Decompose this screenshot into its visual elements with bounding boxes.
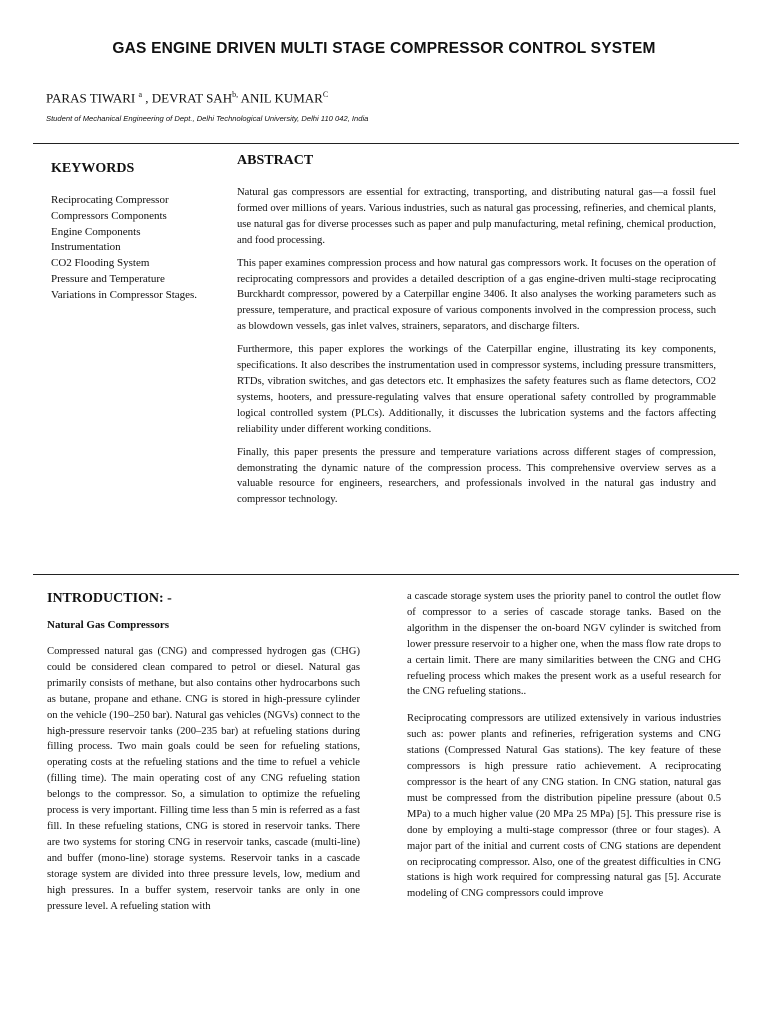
abstract-body [237,185,716,515]
author-1-affil-mark: a [138,90,143,99]
author-2-affil-mark: b, [232,90,239,99]
author-1: PARAS TIWARI [46,90,136,106]
header-divider [33,143,739,144]
author-3-affil-mark: C [322,90,329,99]
introduction-heading: INTRODUCTION: - [47,591,172,606]
paper-title: GAS ENGINE DRIVEN MULTI STAGE COMPRESSOR CONTROL SYSTEM [112,40,656,57]
keywords-list [51,193,197,304]
keyword-item: Instrumentation [51,241,121,254]
subsection-heading: Natural Gas Compressors [47,619,170,631]
author-3: ANIL KUMAR [238,90,323,106]
section-divider [33,574,739,575]
keyword-item: Pressure and Temperature [51,272,165,285]
affiliation: Student of Mechanical Engineering of Dept., Delhi Technological University, Delhi 110 042, India [46,114,369,123]
author-separator: , [142,90,152,106]
keyword-item: CO2 Flooding System [51,257,150,270]
author-line [46,90,328,106]
body-paragraph: Compressed natural gas (CNG) and compressed hydrogen gas (CHG) could be considered clean compared to petrol or diesel. Natural gas primarily consists of methane, but also contains other hydrocarbons such as butane, propane and ethane. CNG is stored in high-pressure cylinder on the vehicle (190–250 bar). Natural gas vehicles (NGVs) connect to the high-pressure reservoir tanks (200–235 bar) at refueling stations during filling process. Two main goals could be seen for refueling stations, operating costs at the refueling stations and the time to refuel a vehicle (filling time). The main operating cost of any CNG refueling station belongs to the compressor. So, a simulation to optimize the refueling process is very important. Filling time less than 5 min is referred as a fast fill. In these refueling stations, CNG is stored in reservoir tanks. There are two systems for storing CNG in reservoir tanks, cascade (multi-line) and buffer (mono-line) storage systems. Reservoir tanks in a cascade storage system are divided into three pressure levels, low, medium and high pressures. In a buffer system, reservoir tanks are only in one pressure level. A refueling station with [47,646,360,912]
keyword-item: Variations in Compressor Stages. [51,288,198,301]
keyword-item: Engine Components [51,225,141,238]
keyword-item: Reciprocating Compressor [51,194,169,206]
abstract-paragraph: Finally, this paper presents the pressure and temperature variations across different stages of compression, demonstrating the dynamic nature of the compression process. This comprehensive overview serves as a valuable resource for engineers, researchers, and professionals involved in the natural gas industry and compressor technology. [237,446,716,506]
abstract-heading: ABSTRACT [237,153,314,168]
body-paragraph: a cascade storage system uses the priority panel to control the outlet flow of compressor to a series of cascade storage tanks. Based on the algorithm in the dispenser the on-board NGV cylinder is switched from lower pressure reservoir to a higher one, when the mass flow rate drops to a certain limit. There are many similarities between the CNG and CHG refueling process which makes the present work as a useful research for the CNG refueling stations.. [407,591,721,698]
keywords-heading: KEYWORDS [51,161,135,176]
keyword-item: Compressors Components [51,209,167,222]
author-2: DEVRAT SAH [151,90,233,106]
body-paragraph: Reciprocating compressors are utilized extensively in various industries such as: power plants and refineries, refrigeration systems and CNG stations (Compressed Natural Gas stations). The key feature of these compressors is high pressure ratio achievement. A reciprocating compressor is the heart of any CNG station. In CNG station, natural gas must be compressed from the distribution pipeline pressure (about 0.5 MPa) to a much higher value (20 MPa 25 MPa) [5]. This pressure rise is done by employing a multi-stage compressor (three or four stages). A major part of the initial and current costs of CNG stations are dependent on reciprocating compressor. Also, one of the greatest difficulties in CNG stations is high work required for compressing natural gas [5]. Accurate modeling of CNG compressors could improve [407,713,721,900]
body-column-right [407,589,721,913]
abstract-paragraph: Furthermore, this paper explores the workings of the Caterpillar engine, illustrating its key components, specifications. It also describes the instrumentation used in compressor systems, including pressure transmitters, RTDs, vibration switches, and gas detectors etc. It emphasizes the safety features such as flame detectors, CO2 systems, hooters, and pressure-regulating valves that ensure operational safety controlled by programmable logical controlled system (PLCs). Additionally, it discusses the lubrication systems and the factors affecting reliability under different working conditions. [237,344,716,435]
body-column-left [47,644,360,925]
abstract-paragraph: This paper examines compression process and how natural gas compressors work. It focuses on the operation of reciprocating compressors and provides a detailed description of a gas engine-driven multi-stage reciprocating Burckhardt compressor, powered by a Caterpillar engine 3406. It also analyses the working parameters such as pressure, temperature, and practical exposure of various components involved in the compression process, such as blowdown vessels, gas inlet valves, strainers, separators, and discharge filters. [237,257,716,333]
abstract-paragraph: Natural gas compressors are essential for extracting, transporting, and distributing natural gas—a fossil fuel formed over millions of years. Various industries, such as natural gas processing, refineries, and chemical plants, use natural gas for diverse processes such as paper and pulp manufacturing, metal refining, chemical production, and food processing. [237,187,716,246]
